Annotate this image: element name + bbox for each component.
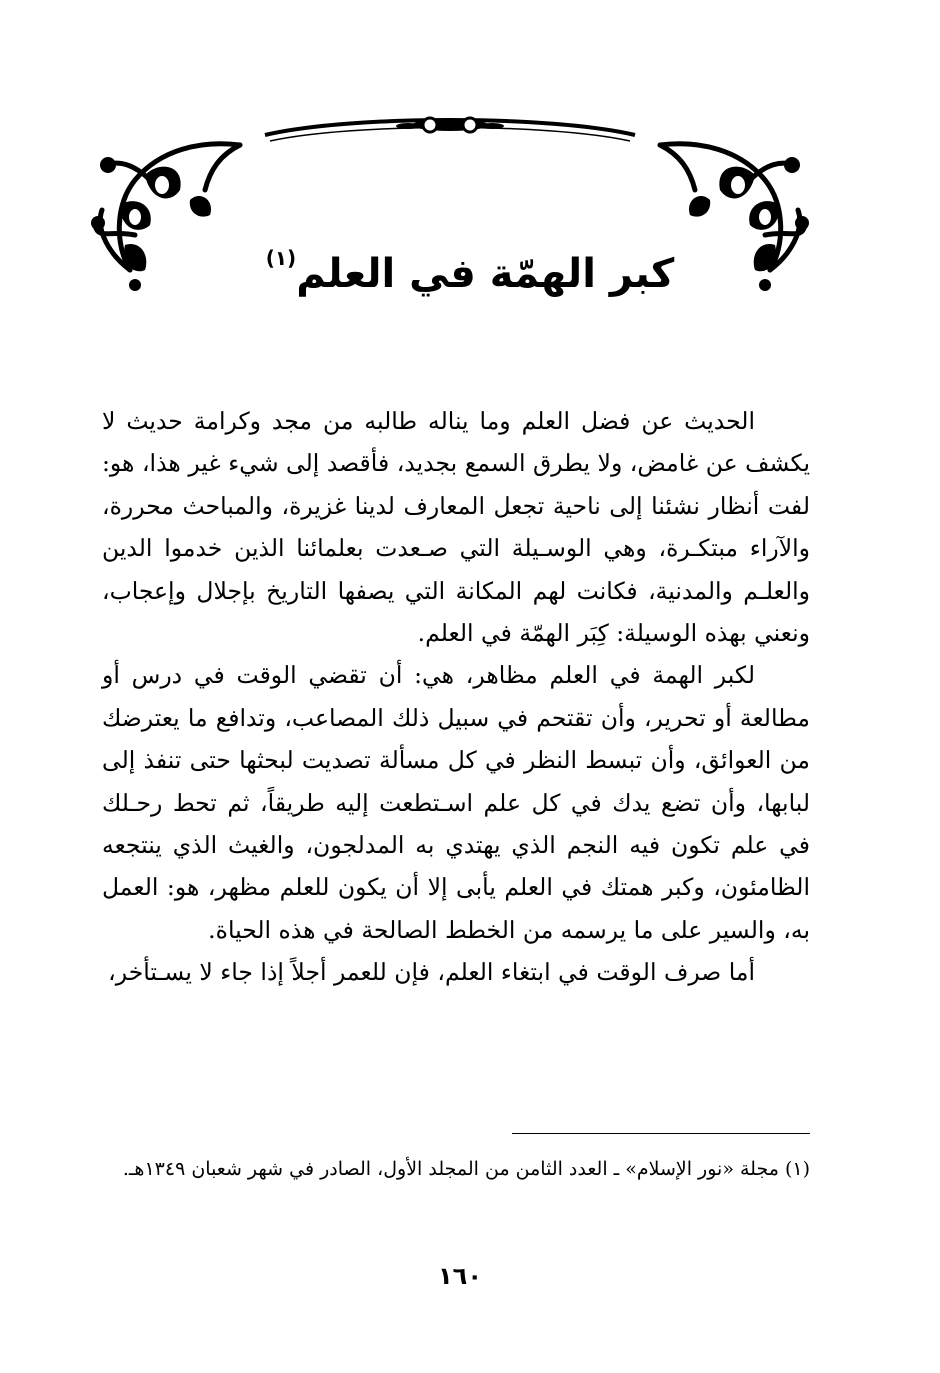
title-footnote-marker: (١) (265, 246, 297, 270)
article-body (102, 400, 810, 994)
footnote: (١) مجلة «نور الإسلام» ـ العدد الثامن من المجلد الأول، الصادر في شهر شعبان ١٣٤٩هـ. (122, 1158, 810, 1180)
paragraph-2: لكبر الهمة في العلم مظاهر، هي: أن تقضي الوقت في درس أو مطالعة أو تحرير، وأن تقتحم في سبيل ذلك المصاعب، وتدافع ما يعترضك من العوائق، وأن تبسط النظر في كل مسألة تصديت لبحثها حتى تنفذ إلى لبابها، وأن تضع يدك في كل علم اسـتطعت إليه طريقاً، ثم تحط رحـلك في علم تكون فيه النجم الذي يهتدي به المدلجون، والغيث الذي ينتجعه الظامئون، وكبر همتك في العلم يأبى إلا أن يكون للعلم مظهر، هو: العمل به، والسير على ما يرسمه من الخطط الصالحة في هذه الحياة. (102, 661, 810, 944)
page-title (220, 228, 720, 304)
paragraph-3: أما صرف الوقت في ابتغاء العلم، فإن للعمر أجلاً إذا جاء لا يسـتأخر، (108, 958, 755, 987)
title-text: كبر الهمّة في العلم (296, 251, 675, 297)
paragraph-1: الحديث عن فضل العلم وما يناله طالبه من مجد وكرامة حديث لا يكشف عن غامض، ولا يطرق السمع بجديد، فأقصد إلى شيء غير هذا، هو: لفت أنظار نشئنا إلى ناحية تجعل المعارف لدينا غزيرة، والمباحث محررة، والآراء مبتكـرة، وهي الوسـيلة التي صـعدت بعلمائنا الذين خدموا الدين والعلـم والمدنية، فكانت لهم المكانة التي يصفها التاريخ بإجلال وإعجاب، ونعني بهذه الوسيلة: كِبَر الهمّة في العلم. (102, 407, 810, 648)
page-number: ١٦٠ (438, 1262, 482, 1290)
footnote-divider (512, 1133, 810, 1134)
